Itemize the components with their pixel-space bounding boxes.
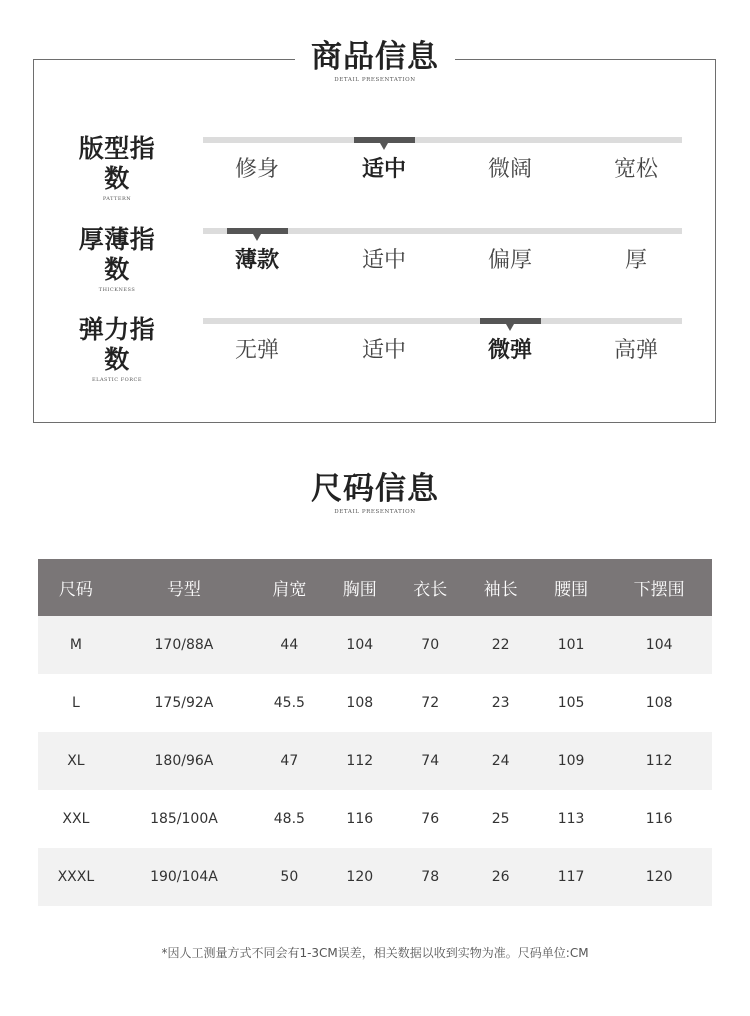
table-cell: XXXL bbox=[38, 848, 114, 906]
table-cell: 116 bbox=[645, 811, 673, 827]
table-row bbox=[38, 616, 712, 674]
index-label bbox=[67, 225, 167, 294]
table-cell: 70 bbox=[395, 616, 465, 674]
table-cell: 104 bbox=[325, 616, 395, 674]
table-cell: L bbox=[71, 695, 80, 711]
table-cell: 22 bbox=[465, 616, 535, 674]
table-cell: 104 bbox=[606, 616, 712, 674]
table-cell: 120 bbox=[325, 848, 395, 906]
table-cell: 44 bbox=[254, 616, 324, 674]
index-option: 修身 bbox=[234, 157, 279, 182]
size-table-header-cell: 尺码 bbox=[38, 559, 114, 616]
index-row bbox=[0, 309, 750, 389]
size-footnote: *因人工测量方式不同会有1-3CM误差，相关数据以收到实物为准。尺码单位:CM bbox=[161, 946, 589, 960]
table-cell: 112 bbox=[606, 732, 712, 790]
table-cell: XXL bbox=[62, 811, 90, 827]
index-en-label: ELASTIC FORCE bbox=[91, 377, 143, 383]
index-track bbox=[203, 318, 682, 324]
table-cell: 24 bbox=[465, 732, 535, 790]
table-row bbox=[38, 732, 712, 790]
index-en-label: PATTERN bbox=[102, 196, 132, 202]
product-info-header bbox=[0, 40, 750, 85]
size-table-header-cell: 袖长 bbox=[465, 559, 535, 616]
table-cell: M bbox=[38, 616, 114, 674]
index-option: 偏厚 bbox=[487, 248, 532, 273]
table-row bbox=[38, 674, 712, 732]
index-option: 适中 bbox=[361, 248, 406, 273]
table-cell: 120 bbox=[606, 848, 712, 906]
size-table bbox=[38, 559, 712, 906]
table-row bbox=[38, 790, 712, 848]
table-cell: 25 bbox=[491, 811, 510, 827]
index-option-selected: 适中 bbox=[361, 157, 406, 182]
table-cell: 117 bbox=[536, 848, 606, 906]
table-cell: 170/88A bbox=[114, 616, 254, 674]
size-table-header-cell: 胸围 bbox=[325, 559, 395, 616]
table-cell: 47 bbox=[254, 732, 324, 790]
table-row bbox=[38, 848, 712, 906]
table-cell: 45.5 bbox=[273, 695, 305, 711]
index-option-selected: 薄款 bbox=[234, 248, 279, 273]
index-marker bbox=[354, 137, 415, 143]
table-cell: 112 bbox=[325, 732, 395, 790]
product-info-title: 商品信息 bbox=[311, 39, 439, 75]
table-cell: 185/100A bbox=[150, 811, 218, 827]
table-cell: 26 bbox=[465, 848, 535, 906]
table-cell: 74 bbox=[395, 732, 465, 790]
size-table-header-cell: 号型 bbox=[114, 559, 254, 616]
table-cell: 50 bbox=[254, 848, 324, 906]
index-marker bbox=[227, 228, 288, 234]
index-row bbox=[0, 219, 750, 299]
index-option: 无弹 bbox=[234, 338, 279, 363]
table-cell: 76 bbox=[421, 811, 440, 827]
size-table-header-cell: 腰围 bbox=[536, 559, 606, 616]
index-option: 厚 bbox=[624, 248, 647, 273]
size-table-header-cell: 下摆围 bbox=[606, 559, 712, 616]
table-cell: XL bbox=[38, 732, 114, 790]
index-track bbox=[203, 228, 682, 234]
index-marker bbox=[480, 318, 541, 324]
index-option: 高弹 bbox=[613, 338, 658, 363]
size-table-header-cell: 衣长 bbox=[395, 559, 465, 616]
index-label bbox=[67, 315, 167, 384]
table-cell: 105 bbox=[557, 695, 585, 711]
size-info-header bbox=[0, 472, 750, 517]
index-option: 微阔 bbox=[487, 157, 532, 182]
index-name: 厚薄指数 bbox=[78, 225, 156, 284]
table-cell: 48.5 bbox=[273, 811, 305, 827]
table-cell: 109 bbox=[536, 732, 606, 790]
size-table-header-row bbox=[38, 559, 712, 616]
index-label bbox=[67, 134, 167, 203]
table-cell: 108 bbox=[346, 695, 374, 711]
table-cell: 72 bbox=[421, 695, 440, 711]
table-cell: 175/92A bbox=[154, 695, 214, 711]
table-cell: 108 bbox=[645, 695, 673, 711]
table-cell: 23 bbox=[491, 695, 510, 711]
index-track bbox=[203, 137, 682, 143]
table-cell: 180/96A bbox=[114, 732, 254, 790]
index-row bbox=[0, 128, 750, 208]
table-cell: 101 bbox=[536, 616, 606, 674]
size-table-header-cell: 肩宽 bbox=[254, 559, 324, 616]
index-option: 宽松 bbox=[613, 157, 658, 182]
product-info-subtitle: DETAIL PRESENTATION bbox=[334, 77, 416, 83]
size-info-title: 尺码信息 bbox=[311, 471, 439, 507]
size-info-subtitle: DETAIL PRESENTATION bbox=[334, 509, 416, 515]
table-cell: 116 bbox=[346, 811, 374, 827]
table-cell: 190/104A bbox=[114, 848, 254, 906]
index-option: 适中 bbox=[361, 338, 406, 363]
index-name: 弹力指数 bbox=[78, 315, 156, 374]
index-option-selected: 微弹 bbox=[487, 338, 532, 363]
index-en-label: THICKNESS bbox=[98, 287, 136, 293]
table-cell: 78 bbox=[395, 848, 465, 906]
index-name: 版型指数 bbox=[78, 134, 156, 193]
table-cell: 113 bbox=[557, 811, 585, 827]
